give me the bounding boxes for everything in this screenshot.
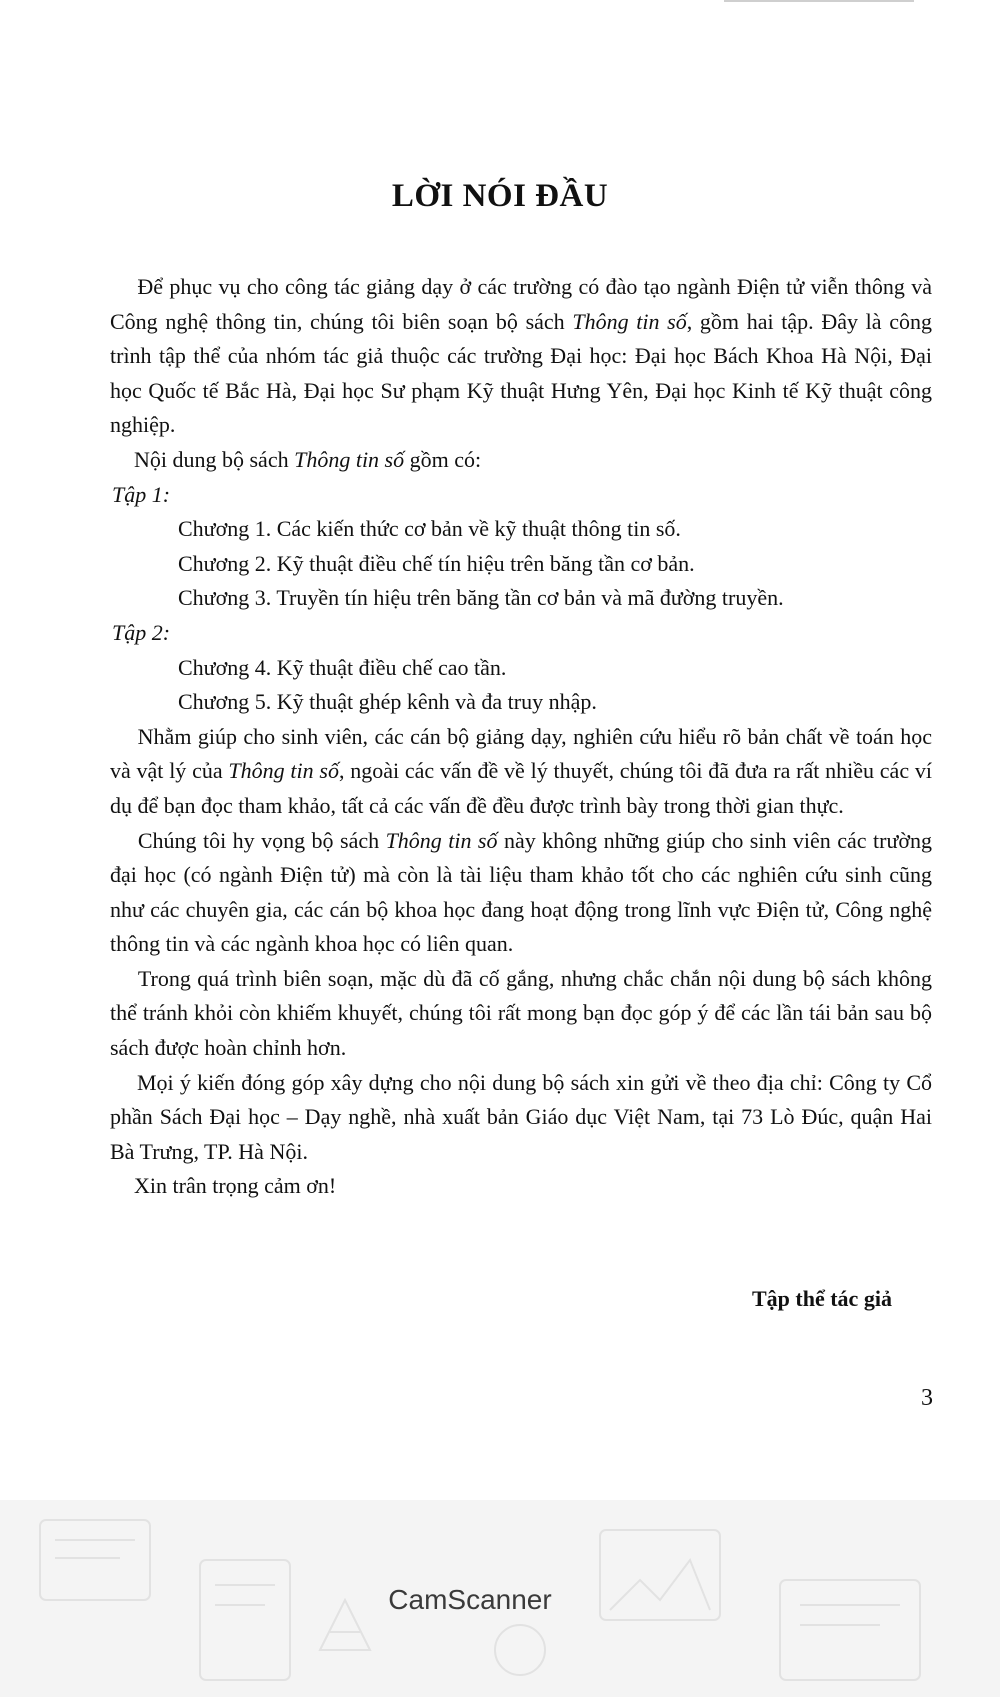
chapter-item: Chương 4. Kỹ thuật điều chế cao tần.	[178, 654, 507, 680]
contact-paragraph: Mọi ý kiến đóng góp xây dựng cho nội dung bộ sách xin gửi về theo địa chỉ: Công ty Cổ phần Sách Đại học – Dạy nghề, nhà xuất bản Giáo dục Việt Nam, tại 73 Lò Đúc, quận Hai Bà Trưng, TP. Hà Nội.	[110, 1069, 933, 1164]
contents-intro: Nội dung bộ sách Thông tin số gồm có:	[134, 446, 482, 472]
book-title: Thông tin số	[294, 446, 405, 472]
volume-label: Tập 1:	[112, 481, 171, 507]
chapter-item: Chương 5. Kỹ thuật ghép kênh và đa truy nhập.	[178, 689, 597, 715]
intro-paragraph: Để phục vụ cho công tác giảng dạy ở các trường có đào tạo ngành Điện tử viễn thông và Công nghệ thông tin, chúng tôi biên soạn bộ sách Thông tin số, gồm hai tập. Đây là công trình tập thể của nhóm tác giả thuộc các trường Đại học: Đại học Bách Khoa Hà Nội, Đại học Quốc tế Bắc Hà, Đại học Sư phạm Kỹ thuật Hưng Yên, Đại học Kinh tế Kỹ thuật công nghiệp.	[110, 274, 932, 438]
purpose-paragraph: Nhằm giúp cho sinh viên, các cán bộ giảng dạy, nghiên cứu hiểu rõ bản chất về toán học và vật lý của Thông tin số, ngoài các vấn đề về lý thuyết, chúng tôi đã đưa ra rất nhiều các ví dụ để bạn đọc tham khảo, tất cả các vấn đề đều được trình bày trong thời gian thực.	[110, 723, 932, 818]
hope-paragraph: Chúng tôi hy vọng bộ sách Thông tin số này không những giúp cho sinh viên các trường đại học (có ngành Điện tử) mà còn là tài liệu tham khảo tốt cho các nghiên cứu sinh cũng như các chuyên gia, các cán bộ khoa học đang hoạt động trong lĩnh vực Điện tử, Công nghệ thông tin và các ngành khoa học có liên quan.	[110, 827, 933, 957]
book-title: Thông tin số	[572, 308, 687, 334]
apology-paragraph: Trong quá trình biên soạn, mặc dù đã cố gắng, nhưng chắc chắn nội dung bộ sách không thể tránh khỏi còn khiếm khuyết, chúng tôi rất mong bạn đọc góp ý để các lần tái bản sau bộ sách được hoàn chỉnh hơn.	[110, 965, 932, 1061]
page-number: 3	[921, 1385, 933, 1411]
signature: Tập thể tác giả	[752, 1286, 892, 1311]
volume-label: Tập 2:	[112, 619, 171, 645]
thanks-line: Xin trân trọng cảm ơn!	[134, 1173, 337, 1199]
chapter-item: Chương 3. Truyền tín hiệu trên băng tần cơ bản và mã đường truyền.	[178, 585, 784, 611]
chapter-item: Chương 2. Kỹ thuật điều chế tín hiệu trên băng tần cơ bản.	[178, 550, 695, 576]
book-title: Thông tin số	[228, 758, 339, 784]
scan-edge-line	[724, 0, 914, 2]
page-title: LỜI NÓI ĐẦU	[391, 178, 609, 214]
camscanner-brand: CamScanner	[388, 1584, 552, 1615]
preface-body	[110, 270, 932, 1204]
book-title: Thông tin số	[385, 827, 498, 853]
chapter-item: Chương 1. Các kiến thức cơ bản về kỹ thuật thông tin số.	[178, 516, 681, 542]
